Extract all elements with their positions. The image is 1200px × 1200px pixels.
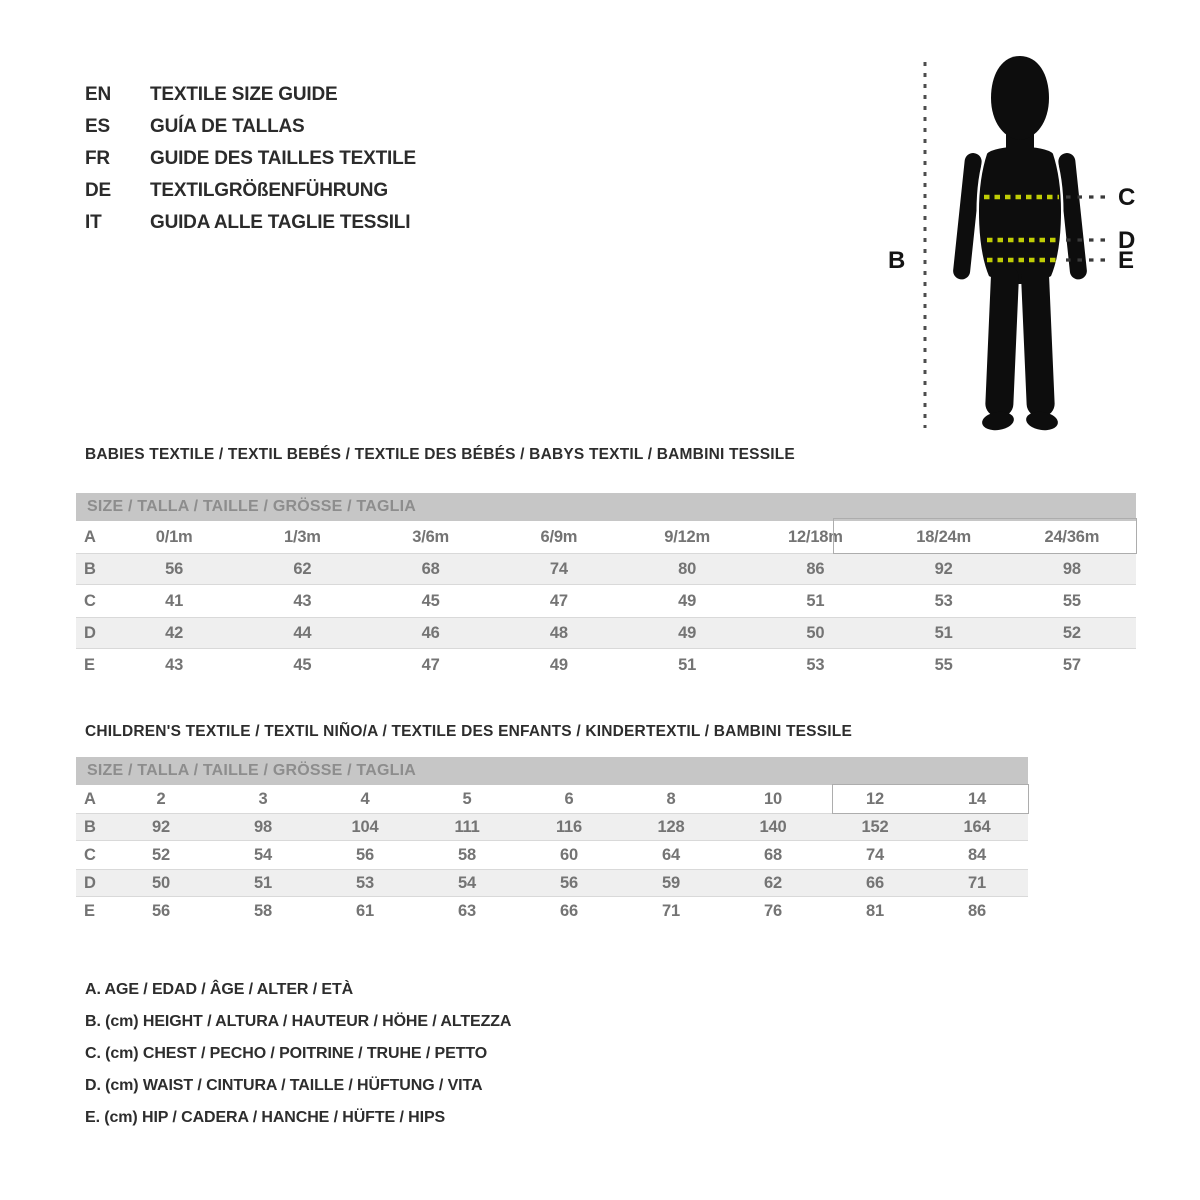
table-cell: 68 [764,845,782,864]
table-cell: 58 [254,901,272,920]
language-code: FR [85,148,110,169]
table-cell: 44 [293,623,312,642]
right-leg [1021,264,1056,417]
table-cell: 51 [678,655,697,674]
language-row-es [85,111,416,143]
table-cell: 84 [968,845,986,864]
table-cell: 64 [662,845,680,864]
children-row-E [76,897,1028,925]
row-letter: E [84,655,95,674]
figure-label-height: B [888,247,906,274]
language-code: DE [85,180,111,201]
table-cell: 53 [934,591,953,610]
table-cell: 9/12m [664,527,711,546]
table-cell: 111 [454,817,480,836]
language-code: IT [85,212,102,233]
table-cell: 45 [421,591,440,610]
child-silhouette-figure [880,50,1170,445]
table-cell: 59 [662,873,680,892]
table-cell: 8 [666,789,676,808]
table-cell: 74 [866,845,884,864]
children-row-D [76,869,1028,897]
table-cell: 81 [866,901,884,920]
table-cell: 104 [351,817,379,836]
children-size-header: SIZE / TALLA / TAILLE / GRÖSSE / TAGLIA [76,757,1028,785]
table-cell: 52 [1062,623,1081,642]
row-letter: C [84,845,96,864]
babies-section-heading: BABIES TEXTILE / TEXTIL BEBÉS / TEXTILE DES BÉBÉS / BABYS TEXTIL / BAMBINI TESSILE [85,446,795,463]
figure-label-waist: D [1118,227,1136,254]
legend-line-B: B. (cm) HEIGHT / ALTURA / HAUTEUR / HÖHE / ALTEZZA [85,1013,512,1030]
language-list [85,79,416,239]
table-cell: 164 [963,817,991,836]
row-letter: C [84,591,96,610]
row-letter: D [84,623,96,642]
table-cell: 71 [662,901,680,920]
silhouette-body [952,56,1087,432]
table-cell: 5 [462,789,472,808]
table-cell: 56 [152,901,170,920]
table-cell: 66 [560,901,578,920]
table-cell: 49 [549,655,568,674]
table-cell: 63 [458,901,476,920]
legend-line-A: A. AGE / EDAD / ÂGE / ALTER / ETÀ [85,981,354,998]
table-cell: 76 [764,901,782,920]
table-cell: 66 [866,873,884,892]
table-cell: 45 [293,655,312,674]
table-cell: 1/3m [283,527,321,546]
children-section-heading: CHILDREN'S TEXTILE / TEXTIL NIÑO/A / TEXTILE DES ENFANTS / KINDERTEXTIL / BAMBINI TESSILE [85,723,852,740]
table-cell: 98 [1062,559,1081,578]
language-title: GUÍA DE TALLAS [150,116,305,137]
table-cell: 47 [549,591,568,610]
table-cell: 52 [152,845,170,864]
language-row-fr [85,143,416,175]
table-cell: 4 [360,789,370,808]
table-cell: 6/9m [540,527,578,546]
table-cell: 3 [258,789,268,808]
table-cell: 55 [934,655,953,674]
language-title: TEXTILGRÖßENFÜHRUNG [150,180,388,201]
table-cell: 49 [678,623,697,642]
table-cell: 53 [356,873,374,892]
figure-label-hip: E [1118,247,1135,274]
table-cell: 53 [806,655,825,674]
torso [978,146,1062,286]
babies-size-header: SIZE / TALLA / TAILLE / GRÖSSE / TAGLIA [76,493,1136,521]
table-cell: 51 [806,591,825,610]
table-cell: 128 [657,817,685,836]
table-cell: 6 [564,789,574,808]
left-foot [981,410,1015,432]
babies-row-E [76,649,1136,681]
row-letter: B [84,817,96,836]
language-title: GUIDA ALLE TAGLIE TESSILI [150,212,411,233]
children-row-C [76,841,1028,869]
table-cell: 51 [254,873,272,892]
table-cell: 86 [968,901,986,920]
table-cell: 46 [421,623,440,642]
table-cell: 58 [458,845,476,864]
table-cell: 62 [764,873,782,892]
table-cell: 42 [165,623,184,642]
language-row-en [85,79,416,111]
table-cell: 92 [934,559,953,578]
row-letter: A [84,527,96,546]
table-cell: 152 [861,817,889,836]
figure-label-chest: C [1118,184,1136,211]
table-cell: 12/18m [787,527,843,546]
table-cell: 116 [555,817,583,836]
table-cell: 47 [421,655,440,674]
measurement-legend [85,974,511,1134]
table-cell: 0/1m [155,527,193,546]
legend-line-C: C. (cm) CHEST / PECHO / POITRINE / TRUHE / PETTO [85,1045,488,1062]
table-cell: 2 [156,789,166,808]
table-cell: 92 [152,817,170,836]
table-cell: 55 [1062,591,1081,610]
table-cell: 60 [560,845,578,864]
table-cell: 56 [165,559,184,578]
table-cell: 140 [759,817,787,836]
table-cell: 56 [356,845,374,864]
table-cell: 57 [1062,655,1081,674]
table-cell: 43 [165,655,184,674]
table-cell: 14 [968,789,986,808]
table-cell: 12 [866,789,884,808]
babies-row-B [76,553,1136,585]
table-cell: 54 [254,845,272,864]
table-cell: 54 [458,873,476,892]
table-cell: 49 [678,591,697,610]
table-cell: 50 [806,623,825,642]
language-row-it [85,207,416,239]
legend-line-D: D. (cm) WAIST / CINTURA / TAILLE / HÜFTUNG / VITA [85,1077,483,1094]
table-cell: 43 [293,591,312,610]
language-code: ES [85,116,110,137]
babies-highlight-box [833,518,1137,554]
table-cell: 80 [678,559,697,578]
table-cell: 68 [421,559,440,578]
row-letter: B [84,559,96,578]
children-row-B [76,813,1028,841]
babies-row-C [76,585,1136,617]
table-cell: 62 [293,559,312,578]
table-cell: 24/36m [1044,527,1100,546]
table-cell: 48 [549,623,568,642]
right-foot [1025,410,1059,432]
babies-row-D [76,617,1136,649]
row-letter: E [84,901,95,920]
table-cell: 74 [549,559,568,578]
table-cell: 98 [254,817,272,836]
table-cell: 18/24m [916,527,971,546]
children-size-table [76,757,1028,925]
legend-line-E: E. (cm) HIP / CADERA / HANCHE / HÜFTE / HIPS [85,1109,446,1126]
language-row-de [85,175,416,207]
table-cell: 41 [165,591,184,610]
language-title: TEXTILE SIZE GUIDE [150,84,338,105]
table-cell: 71 [968,873,986,892]
table-cell: 51 [934,623,953,642]
left-leg [985,264,1020,417]
table-cell: 3/6m [412,527,450,546]
children-highlight-box [832,784,1029,814]
language-code: EN [85,84,111,105]
head [991,56,1049,140]
language-title: GUIDE DES TAILLES TEXTILE [150,148,416,169]
row-letter: A [84,789,96,808]
table-cell: 56 [560,873,578,892]
row-letter: D [84,873,96,892]
table-cell: 86 [806,559,825,578]
table-cell: 10 [764,789,782,808]
table-cell: 50 [152,873,170,892]
table-cell: 61 [356,901,374,920]
